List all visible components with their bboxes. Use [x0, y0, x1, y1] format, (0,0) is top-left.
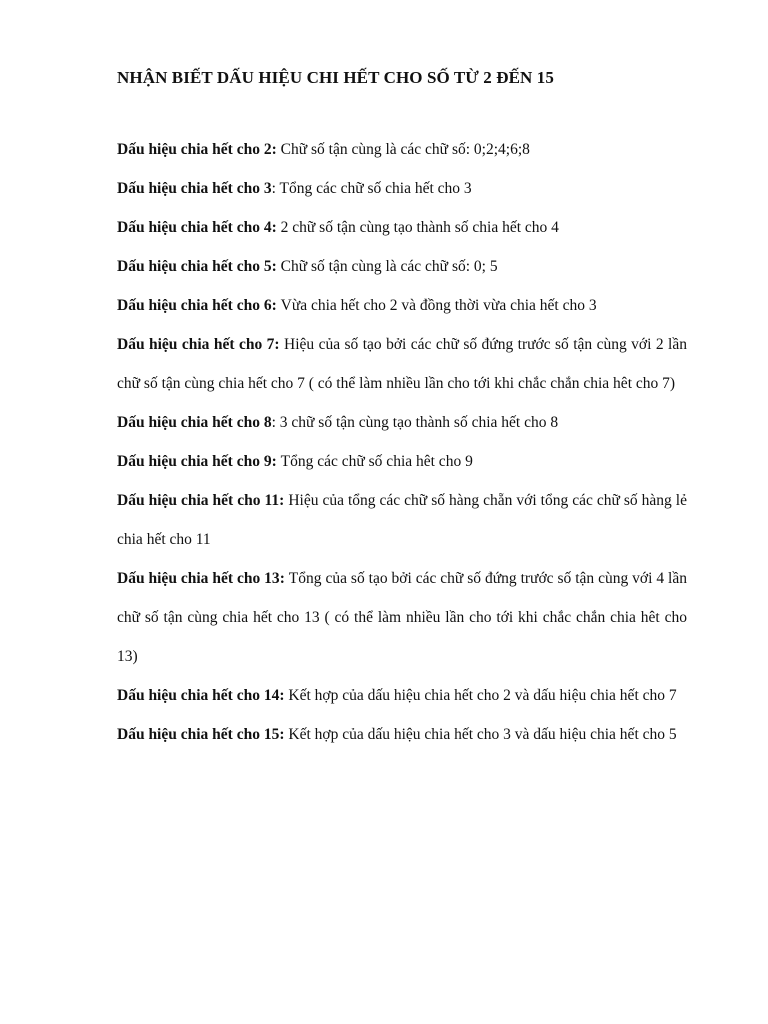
rule-text: Kết hợp của dấu hiệu chia hết cho 2 và dấu hiệu chia hết cho 7 [288, 687, 677, 704]
rule-text: Chữ số tận cùng là các chữ số: 0;2;4;6;8 [280, 141, 530, 158]
rule-label: Dấu hiệu chia hết cho 3 [117, 180, 272, 197]
rule-text: Tổng của số tạo bởi các chữ số đứng trước số tận cùng với 4 lần chữ số tận cùng chia hết cho 13 ( có thể làm nhiều lần cho tới khi chắc chắn chia hêt cho 13) [117, 570, 687, 665]
rule-separator: : [274, 336, 284, 353]
rule-item [117, 715, 687, 754]
rule-item [117, 169, 687, 208]
rule-text: 3 chữ số tận cùng tạo thành số chia hết cho 8 [279, 414, 559, 431]
rule-item [117, 559, 687, 676]
rule-separator: : [271, 297, 281, 314]
rule-label: Dấu hiệu chia hết cho 15 [117, 726, 280, 743]
rule-text: 2 chữ số tận cùng tạo thành số chia hết cho 4 [280, 219, 559, 236]
rule-separator: : [271, 453, 281, 470]
rule-item [117, 676, 687, 715]
rule-text: Kết hợp của dấu hiệu chia hết cho 3 và dấu hiệu chia hết cho 5 [288, 726, 677, 743]
rule-label: Dấu hiệu chia hết cho 11 [117, 492, 280, 509]
rule-item [117, 286, 687, 325]
rule-separator: : [271, 258, 281, 275]
rule-item [117, 325, 687, 403]
rule-label: Dấu hiệu chia hết cho 13 [117, 570, 280, 587]
divisibility-rules-list [117, 130, 687, 754]
rule-text: Tổng các chữ số chia hêt cho 9 [280, 453, 473, 470]
rule-label: Dấu hiệu chia hết cho 7 [117, 336, 275, 353]
rule-item [117, 208, 687, 247]
rule-item [117, 130, 687, 169]
rule-text: Vừa chia hết cho 2 và đồng thời vừa chia hết cho 3 [280, 297, 597, 314]
rule-separator: : [279, 492, 289, 509]
rule-item [117, 481, 687, 559]
rule-item [117, 442, 687, 481]
rule-label: Dấu hiệu chia hết cho 2 [117, 141, 272, 158]
rule-separator: : [279, 570, 289, 587]
rule-text: Hiệu của tổng các chữ số hàng chẵn với tổng các chữ số hàng lẻ chia hết cho 11 [117, 492, 687, 548]
rule-text: Tổng các chữ số chia hết cho 3 [279, 180, 472, 197]
rule-text: Chữ số tận cùng là các chữ số: 0; 5 [280, 258, 498, 275]
document-title: NHẬN BIẾT DẤU HIỆU CHI HẾT CHO SỐ TỪ 2 ĐẾN 15 [117, 68, 554, 87]
rule-separator: : [279, 687, 289, 704]
rule-text: Hiệu của số tạo bởi các chữ số đứng trước số tận cùng với 2 lần chữ số tận cùng chia hết cho 7 ( có thể làm nhiều lần cho tới khi chắc chắn chia hêt cho 7) [117, 336, 687, 392]
rule-label: Dấu hiệu chia hết cho 8 [117, 414, 272, 431]
rule-separator: : [271, 141, 281, 158]
rule-separator: : [271, 414, 280, 431]
rule-item [117, 403, 687, 442]
rule-label: Dấu hiệu chia hết cho 6 [117, 297, 272, 314]
rule-separator: : [279, 726, 289, 743]
rule-item [117, 247, 687, 286]
rule-label: Dấu hiệu chia hết cho 9 [117, 453, 272, 470]
rule-label: Dấu hiệu chia hết cho 4 [117, 219, 272, 236]
rule-label: Dấu hiệu chia hết cho 14 [117, 687, 280, 704]
rule-separator: : [271, 219, 281, 236]
rule-separator: : [271, 180, 280, 197]
rule-label: Dấu hiệu chia hết cho 5 [117, 258, 272, 275]
